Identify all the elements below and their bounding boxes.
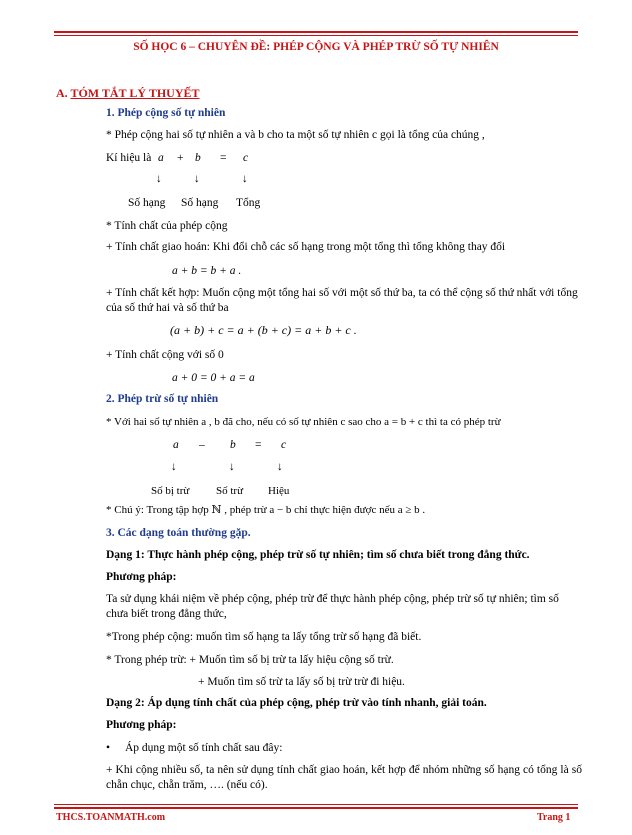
s2-eq-b: b	[230, 439, 236, 451]
s1-label-sum: Tổng	[236, 197, 261, 209]
s3-type2-heading: Dạng 2: Áp dụng tính chất của phép cộng, phép trừ vào tính nhanh, giải toán.	[106, 697, 487, 709]
s3-method1-text: Ta sử dụng khái niệm về phép cộng, phép trừ để thực hành phép cộng, phép trừ số tự nhiên; tìm số chưa biết trong đẳng thức,	[106, 593, 559, 620]
s3-type1-heading: Dạng 1: Thực hành phép cộng, phép trừ số tự nhiên; tìm số chưa biết trong đẳng thức.	[106, 549, 530, 561]
s1-arrow-2: ↓	[194, 173, 200, 185]
s3-method1-subtraction-2: + Muốn tìm số trừ ta lấy số bị trừ trừ đi hiệu.	[198, 676, 405, 688]
section-a-prefix: A.	[56, 86, 68, 100]
s3-method2-label: Phương pháp:	[106, 719, 177, 731]
s1-eq-c: c	[243, 152, 249, 164]
s2-eq-minus: –	[199, 439, 205, 451]
s2-arrow-1: ↓	[171, 461, 177, 473]
s1-arrow-1: ↓	[156, 173, 162, 185]
s1-associative: + Tính chất kết hợp: Muốn cộng một tổng hai số với một số thứ ba, ta có thể cộng số thứ nhất với tổng của số thứ hai và số thứ ba	[106, 287, 578, 314]
s2-heading: 2. Phép trừ số tự nhiên	[106, 393, 219, 405]
s1-associative-formula: (a + b) + c = a + (b + c) = a + b + c .	[170, 323, 357, 337]
s2-label-minuend: Số bị trừ	[151, 485, 190, 497]
s1-zero-property: + Tính chất cộng với số 0	[106, 349, 224, 361]
footer-rule	[54, 807, 578, 809]
footer-page-number: Trang 1	[537, 812, 571, 823]
s1-properties: * Tính chất của phép cộng	[106, 220, 228, 232]
section-a-heading	[56, 86, 200, 100]
s2-note: * Chú ý: Trong tập hợp ℕ , phép trừ a − b chỉ thực hiện được nếu a ≥ b .	[106, 504, 426, 516]
s1-heading: 1. Phép cộng số tự nhiên	[106, 107, 226, 119]
footer-site[interactable]: THCS.TOANMATH.com	[56, 812, 166, 823]
s2-label-difference: Hiệu	[268, 485, 290, 497]
s1-eq-plus: +	[177, 152, 184, 164]
s2-intro: * Với hai số tự nhiên a , b đã cho, nếu có số tự nhiên c sao cho a = b + c thì ta có phép trừ	[106, 416, 501, 428]
s3-method1-label: Phương pháp:	[106, 571, 177, 583]
s3-method2-bullet-text: Áp dụng một số tính chất sau đây:	[125, 742, 283, 754]
s1-arrow-3: ↓	[242, 173, 248, 185]
s2-eq-equals: =	[255, 439, 262, 451]
bullet-icon: •	[106, 742, 111, 754]
footer-rule-thin	[54, 804, 578, 805]
s1-eq-a: a	[158, 152, 164, 164]
s2-eq-c: c	[281, 439, 287, 451]
page-title: SỐ HỌC 6 – CHUYÊN ĐỀ: PHÉP CỘNG VÀ PHÉP TRỪ SỐ TỰ NHIÊN	[133, 41, 499, 53]
s1-eq-equals: =	[220, 152, 227, 164]
s2-arrow-3: ↓	[277, 461, 283, 473]
s2-eq-a: a	[173, 439, 179, 451]
header-rule-thin	[54, 35, 578, 36]
s1-commutative: + Tính chất giao hoán: Khi đổi chỗ các số hạng trong một tổng thì tổng không thay đổi	[106, 241, 506, 253]
s1-notation-label: Kí hiệu là	[106, 152, 152, 164]
s3-method1-addition: *Trong phép cộng: muốn tìm số hạng ta lấy tổng trừ số hạng đã biết.	[106, 631, 422, 643]
s1-intro: * Phép cộng hai số tự nhiên a và b cho ta một số tự nhiên c gọi là tổng của chúng ,	[106, 129, 485, 141]
s1-label-term2: Số hạng	[181, 197, 219, 209]
section-a-title: TÓM TẮT LÝ THUYẾT	[70, 86, 200, 100]
s1-commutative-formula: a + b = b + a .	[172, 265, 242, 277]
s3-method2-text: + Khi cộng nhiều số, ta nên sử dụng tính chất giao hoán, kết hợp để nhóm những số hạng có tổng là số chẵn chục, chẵn trăm, …. (nếu có).	[106, 764, 582, 791]
s3-method1-subtraction-1: * Trong phép trừ: + Muốn tìm số bị trừ ta lấy hiệu cộng số trừ.	[106, 654, 394, 666]
header-rule	[54, 31, 578, 33]
s1-label-term1: Số hạng	[128, 197, 166, 209]
s1-zero-formula: a + 0 = 0 + a = a	[172, 372, 255, 384]
s3-heading: 3. Các dạng toán thường gặp.	[106, 527, 251, 539]
s1-eq-b: b	[195, 152, 201, 164]
s2-label-subtrahend: Số trừ	[216, 485, 244, 497]
s2-arrow-2: ↓	[229, 461, 235, 473]
